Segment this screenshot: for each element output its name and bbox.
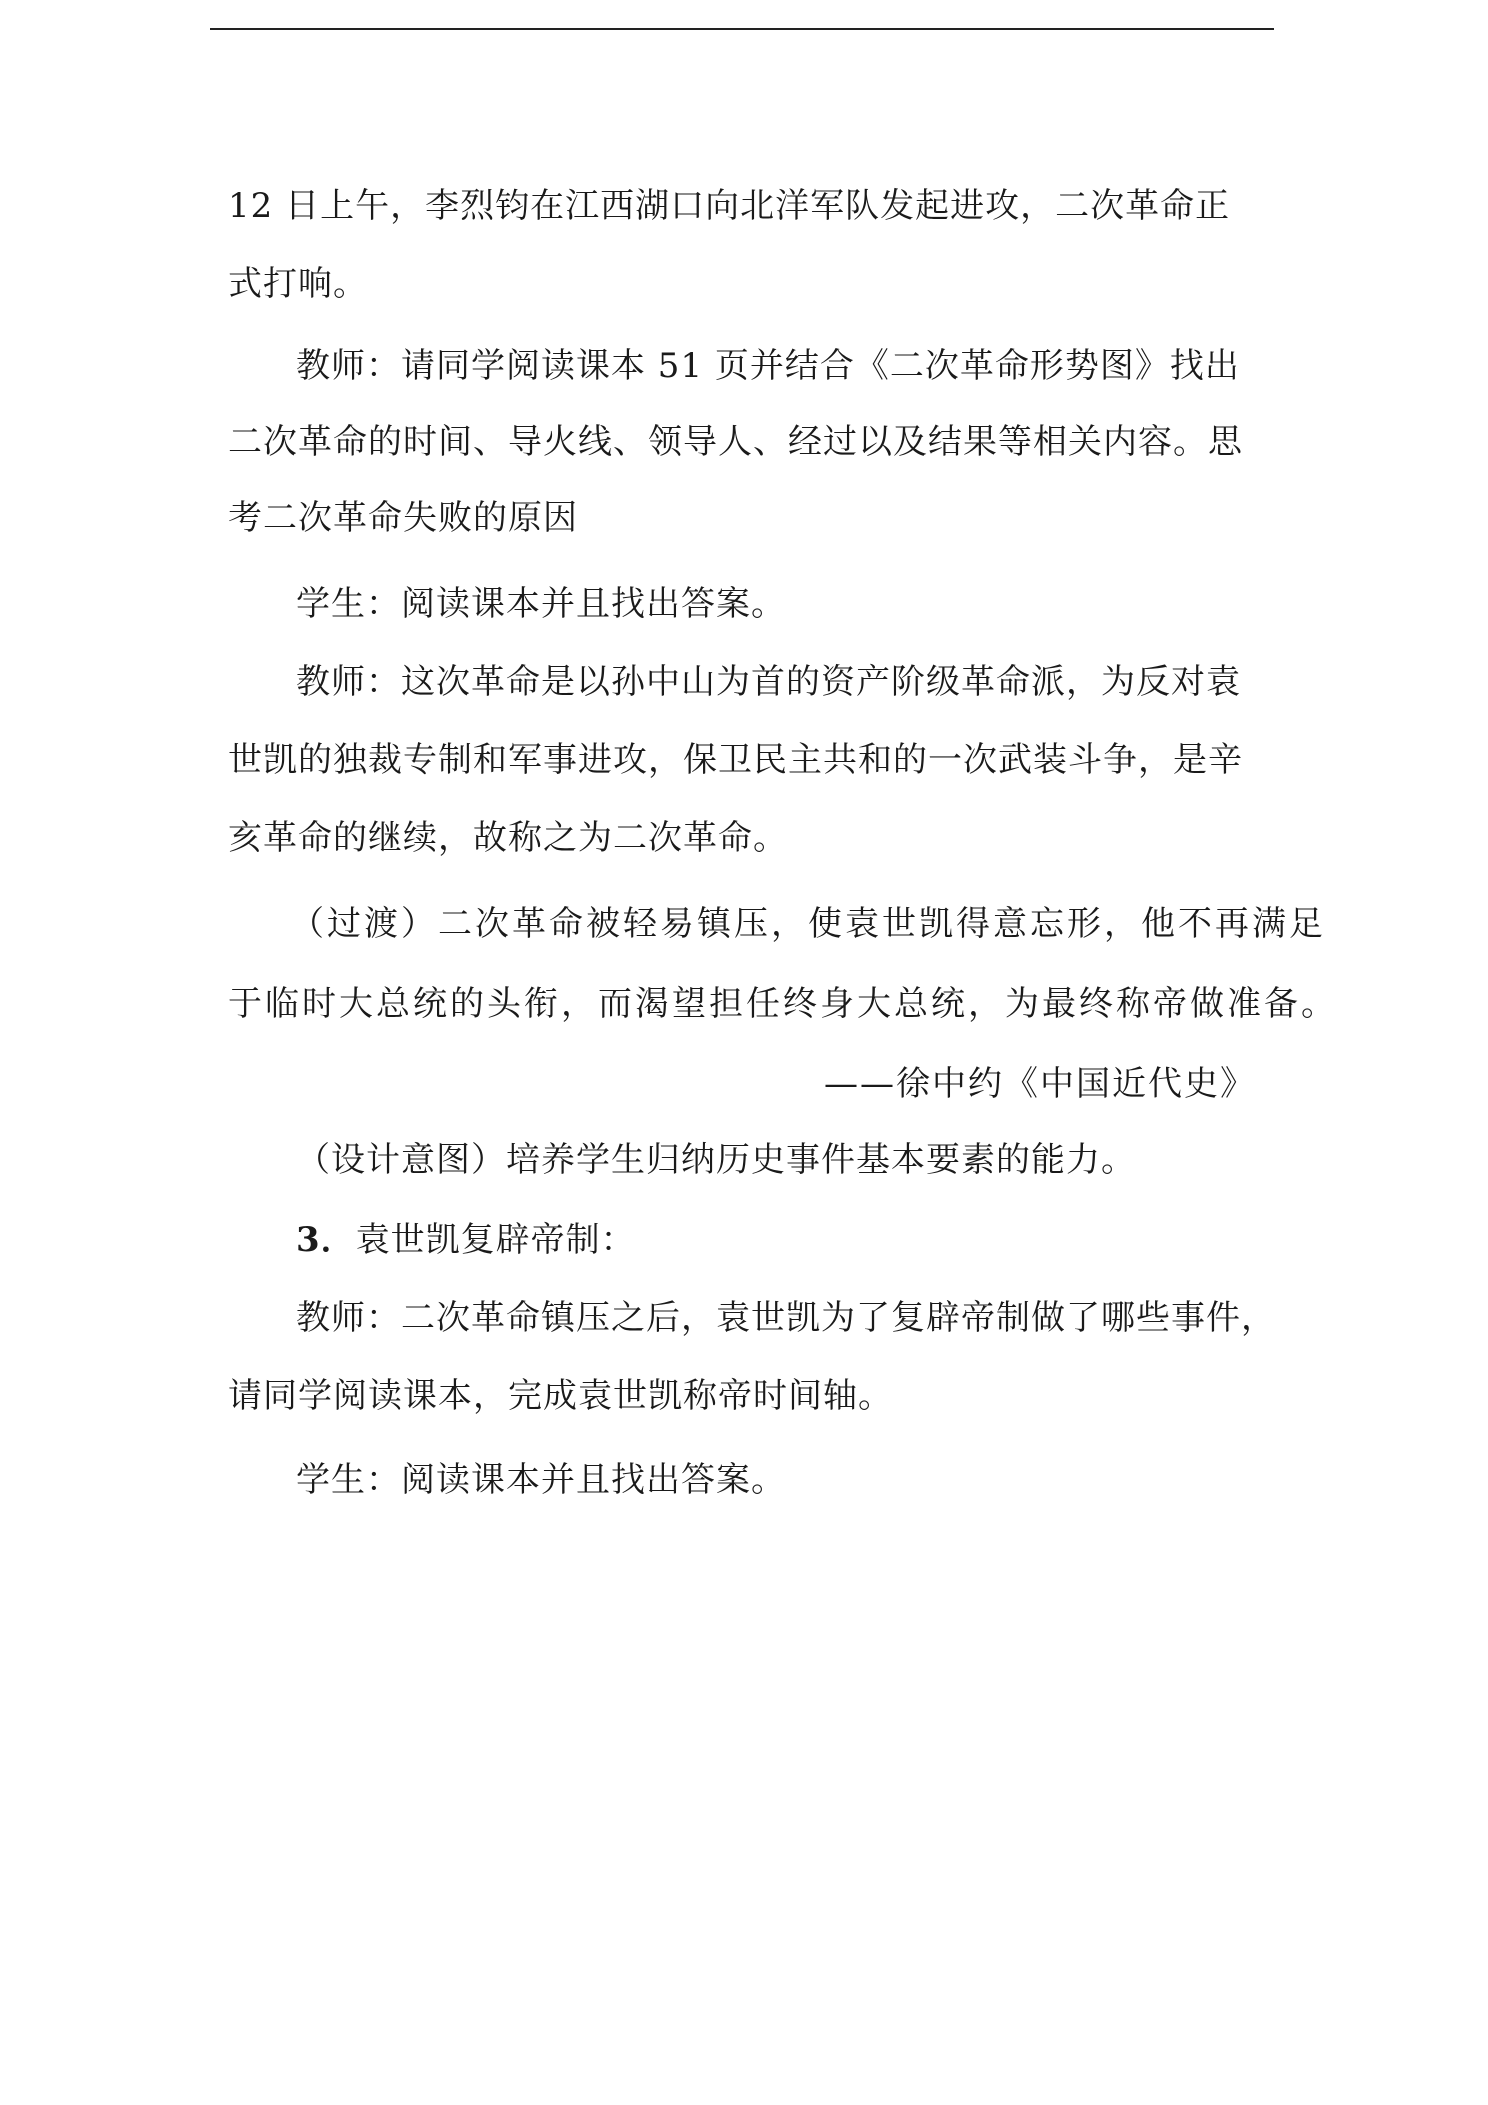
- section-3-heading: [296, 1220, 636, 1260]
- paragraph-4-line-2: 世凯的独裁专制和军事进攻，保卫民主共和的一次武装斗争，是辛: [228, 740, 1243, 780]
- quote-line-2: 于临时大总统的头衔，而渴望担任终身大总统，为最终称帝做准备。: [228, 984, 1338, 1024]
- paragraph-4-line-1: 教师：这次革命是以孙中山为首的资产阶级革命派，为反对袁: [296, 662, 1241, 702]
- quote-attribution: ——徐中约《中国近代史》: [824, 1064, 1256, 1104]
- section-3-title: 袁世凯复辟帝制：: [355, 1220, 636, 1260]
- section-3-number: 3．: [296, 1220, 356, 1260]
- paragraph-6-line-1: 学生：阅读课本并且找出答案。: [296, 1460, 786, 1500]
- paragraph-1-line-1: 12 日上午，李烈钧在江西湖口向北洋军队发起进攻，二次革命正: [228, 186, 1231, 226]
- paragraph-2-line-3: 考二次革命失败的原因: [228, 498, 578, 538]
- paragraph-2-line-1: 教师：请同学阅读课本 51 页并结合《二次革命形势图》找出: [296, 346, 1240, 386]
- quote-line-1: （过渡）二次革命被轻易镇压，使袁世凯得意忘形，他不再满足: [290, 904, 1326, 944]
- paragraph-1-line-2: 式打响。: [228, 264, 368, 304]
- paragraph-3-line-1: 学生：阅读课本并且找出答案。: [296, 584, 786, 624]
- paragraph-4-line-3: 亥革命的继续，故称之为二次革命。: [228, 818, 788, 858]
- paragraph-2-line-2: 二次革命的时间、导火线、领导人、经过以及结果等相关内容。思: [228, 422, 1243, 462]
- design-intent: （设计意图）培养学生归纳历史事件基本要素的能力。: [296, 1140, 1136, 1180]
- paragraph-5-line-2: 请同学阅读课本，完成袁世凯称帝时间轴。: [228, 1376, 893, 1416]
- paragraph-5-line-1: 教师：二次革命镇压之后，袁世凯为了复辟帝制做了哪些事件，: [296, 1298, 1276, 1338]
